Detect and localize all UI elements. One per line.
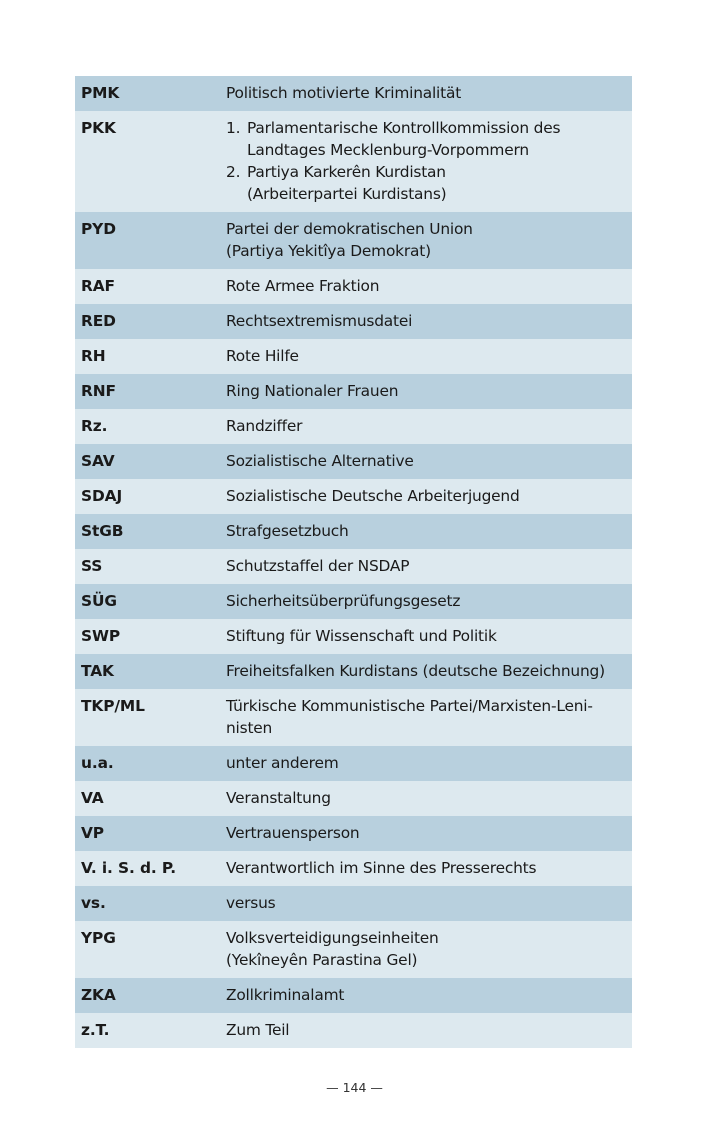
table-row xyxy=(75,212,632,269)
definition-line: Partei der demokratischen Union xyxy=(226,220,473,238)
abbreviation-term: SWP xyxy=(75,619,216,654)
definition-line: Rote Hilfe xyxy=(226,347,299,365)
abbreviation-term: PYD xyxy=(75,212,216,269)
abbreviation-definition xyxy=(216,304,632,339)
abbreviation-definition xyxy=(216,921,632,978)
definition-line: nisten xyxy=(226,719,273,737)
definition-line: Zollkriminalamt xyxy=(226,986,345,1004)
list-item-number: 1. xyxy=(226,119,241,137)
abbreviation-table xyxy=(75,76,632,1048)
abbreviation-term: RAF xyxy=(75,269,216,304)
abbreviation-definition xyxy=(216,269,632,304)
abbreviation-term: vs. xyxy=(75,886,216,921)
definition-line: Sicherheitsüberprüfungsgesetz xyxy=(226,592,461,610)
abbreviation-definition xyxy=(216,781,632,816)
abbreviation-table-body xyxy=(75,76,632,1048)
abbreviation-definition xyxy=(216,339,632,374)
abbreviation-definition xyxy=(216,212,632,269)
abbreviation-term: V. i. S. d. P. xyxy=(75,851,216,886)
abbreviation-term: SDAJ xyxy=(75,479,216,514)
table-row xyxy=(75,444,632,479)
abbreviation-term: YPG xyxy=(75,921,216,978)
table-row xyxy=(75,479,632,514)
definition-line: Landtages Mecklenburg-Vorpommern xyxy=(247,141,529,159)
definition-line: Rechtsextremismusdatei xyxy=(226,312,413,330)
definition-line: Veranstaltung xyxy=(226,789,331,807)
definition-line: Volksverteidigungseinheiten xyxy=(226,929,439,947)
list-item xyxy=(226,117,626,161)
abbreviation-definition xyxy=(216,111,632,212)
definition-line: unter anderem xyxy=(226,754,339,772)
abbreviation-term: TAK xyxy=(75,654,216,689)
definition-line: Parlamentarische Kontrollkommission des xyxy=(247,119,561,137)
abbreviation-term: z.T. xyxy=(75,1013,216,1048)
definition-line: Verantwortlich im Sinne des Presserechts xyxy=(226,859,537,877)
table-row xyxy=(75,746,632,781)
abbreviation-term: VA xyxy=(75,781,216,816)
table-row xyxy=(75,886,632,921)
table-row xyxy=(75,374,632,409)
definition-line: Türkische Kommunistische Partei/Marxisten-Leni- xyxy=(226,697,593,715)
table-row xyxy=(75,549,632,584)
definition-line: Rote Armee Fraktion xyxy=(226,277,380,295)
abbreviation-definition xyxy=(216,479,632,514)
definition-line: (Arbeiterpartei Kurdistans) xyxy=(247,185,447,203)
definition-line: (Partiya Yekitîya Demokrat) xyxy=(226,242,431,260)
definition-line: Schutzstaffel der NSDAP xyxy=(226,557,410,575)
abbreviation-definition xyxy=(216,374,632,409)
abbreviation-definition xyxy=(216,584,632,619)
abbreviation-term: RED xyxy=(75,304,216,339)
abbreviation-term: Rz. xyxy=(75,409,216,444)
table-row xyxy=(75,304,632,339)
abbreviation-definition xyxy=(216,654,632,689)
table-row xyxy=(75,851,632,886)
abbreviation-term: StGB xyxy=(75,514,216,549)
table-row xyxy=(75,111,632,212)
abbreviation-definition xyxy=(216,978,632,1013)
table-row xyxy=(75,921,632,978)
abbreviation-term: SS xyxy=(75,549,216,584)
abbreviation-term: SAV xyxy=(75,444,216,479)
definition-line: Partiya Karkerên Kurdistan xyxy=(247,163,446,181)
page-number: — 144 — xyxy=(326,1080,383,1095)
abbreviation-definition xyxy=(216,746,632,781)
abbreviation-term: PMK xyxy=(75,76,216,111)
abbreviation-definition xyxy=(216,514,632,549)
table-row xyxy=(75,584,632,619)
definition-line: Zum Teil xyxy=(226,1021,290,1039)
table-row xyxy=(75,269,632,304)
abbreviation-term: ZKA xyxy=(75,978,216,1013)
definition-line: Randziffer xyxy=(226,417,303,435)
definition-line: versus xyxy=(226,894,276,912)
abbreviation-definition xyxy=(216,1013,632,1048)
abbreviation-definition xyxy=(216,689,632,746)
definition-line: Ring Nationaler Frauen xyxy=(226,382,399,400)
abbreviation-term: SÜG xyxy=(75,584,216,619)
abbreviation-definition xyxy=(216,409,632,444)
table-row xyxy=(75,339,632,374)
definition-line: Stiftung für Wissenschaft und Politik xyxy=(226,627,497,645)
definition-line: Sozialistische Deutsche Arbeiterjugend xyxy=(226,487,520,505)
table-row xyxy=(75,689,632,746)
table-row xyxy=(75,816,632,851)
abbreviation-definition xyxy=(216,886,632,921)
table-row xyxy=(75,619,632,654)
list-item-number: 2. xyxy=(226,163,241,181)
table-row xyxy=(75,514,632,549)
definition-line: Freiheitsfalken Kurdistans (deutsche Bezeichnung) xyxy=(226,662,605,680)
definition-line: Vertrauensperson xyxy=(226,824,360,842)
table-row xyxy=(75,409,632,444)
abbreviation-definition xyxy=(216,76,632,111)
table-row xyxy=(75,978,632,1013)
abbreviation-term: PKK xyxy=(75,111,216,212)
table-row xyxy=(75,76,632,111)
abbreviation-term: RNF xyxy=(75,374,216,409)
abbreviation-term: u.a. xyxy=(75,746,216,781)
abbreviation-definition xyxy=(216,619,632,654)
table-row xyxy=(75,1013,632,1048)
abbreviation-term: RH xyxy=(75,339,216,374)
definition-line: Strafgesetzbuch xyxy=(226,522,349,540)
list-item xyxy=(226,161,626,205)
definition-line: Sozialistische Alternative xyxy=(226,452,414,470)
abbreviation-term: VP xyxy=(75,816,216,851)
abbreviation-definition xyxy=(216,444,632,479)
abbreviation-definition xyxy=(216,816,632,851)
definition-line: Politisch motivierte Kriminalität xyxy=(226,84,462,102)
table-row xyxy=(75,781,632,816)
table-row xyxy=(75,654,632,689)
abbreviation-term: TKP/ML xyxy=(75,689,216,746)
abbreviation-definition xyxy=(216,851,632,886)
definition-line: (Yekîneyên Parastina Gel) xyxy=(226,951,418,969)
definition-list xyxy=(226,117,626,205)
abbreviation-definition xyxy=(216,549,632,584)
